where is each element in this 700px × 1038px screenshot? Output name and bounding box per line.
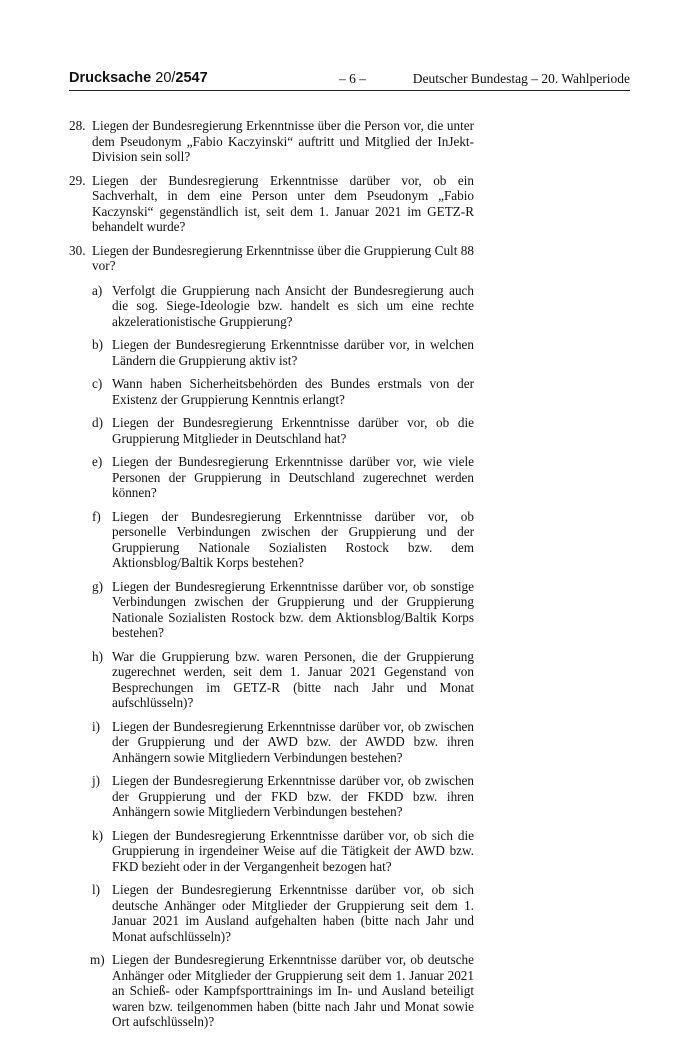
subquestion-k	[69, 828, 474, 875]
subquestion-label: l)	[92, 882, 101, 897]
question-28	[69, 118, 474, 165]
page-number: – 6 –	[339, 71, 366, 86]
subquestion-label: e)	[92, 454, 103, 469]
subquestion-label: c)	[92, 376, 103, 391]
subquestion-text: Liegen der Bundesregierung Erkenntnisse darüber vor, ob personelle Verbindungen zwischen der Gruppierung und der Gruppierung Nationale Sozialisten Rostock bzw. dem Aktionsblog/Baltik Korps bestehen?	[112, 508, 474, 570]
document-number	[69, 70, 208, 86]
subquestion-label: d)	[92, 415, 103, 430]
subquestion-label: k)	[92, 827, 103, 843]
subquestion-b	[69, 337, 474, 368]
subquestion-label: m)	[90, 952, 105, 967]
subquestion-a	[69, 283, 474, 330]
subquestion-d	[69, 415, 474, 446]
subquestion-j	[69, 773, 474, 820]
page-header	[69, 70, 630, 91]
subquestion-label: j)	[92, 773, 101, 788]
subquestion-list	[69, 283, 474, 1030]
document-body	[69, 118, 474, 1038]
question-text: Liegen der Bundesregierung Erkenntnisse über die Person vor, die unter dem Pseudonym „Fabio Kaczyinski“ auftritt und Mitglied der InJekt-Division sein soll?	[92, 118, 474, 164]
doc-number-prefix: 20/	[155, 70, 176, 86]
subquestion-m	[69, 952, 474, 1030]
subquestion-label: f)	[92, 508, 101, 524]
subquestion-text: Liegen der Bundesregierung Erkenntnisse darüber vor, ob die Gruppierung Mitglieder in Deutschland hat?	[112, 415, 474, 446]
subquestion-label: g)	[92, 578, 103, 594]
question-number: 29.	[69, 172, 86, 188]
subquestion-text: Liegen der Bundesregierung Erkenntnisse darüber vor, ob sonstige Verbindungen zwischen der Gruppierung und der Gruppierung Nationale Sozialisten Rostock bzw. dem Aktionsblog/Baltik Korps bestehen?	[112, 578, 474, 640]
doc-number: 2547	[175, 70, 208, 86]
subquestion-text: War die Gruppierung bzw. waren Personen, die der Gruppierung zugerechnet werden, seit dem 1. Januar 2021 Gegenstand von Besprechungen im GETZ-R (bitte nach Jahr und Monat aufschlüsseln)?	[112, 648, 474, 710]
question-29	[69, 173, 474, 235]
subquestion-text: Wann haben Sicherheitsbehörden des Bundes erstmals von der Existenz der Gruppierung Kenntnis erlangt?	[112, 376, 474, 407]
subquestion-label: a)	[92, 282, 103, 298]
subquestion-text: Liegen der Bundesregierung Erkenntnisse darüber vor, ob sich die Gruppierung in irgendeiner Weise auf die Tätigkeit der AWD bzw. FKD bezieht oder in der Vergangenheit bezogen hat?	[112, 827, 474, 874]
subquestion-text: Liegen der Bundesregierung Erkenntnisse darüber vor, ob zwischen der Gruppierung und der FKD bzw. der FKDD bzw. ihren Anhängern sowie Mitgliedern Verbindungen bestehen?	[112, 773, 474, 819]
subquestion-text: Verfolgt die Gruppierung nach Ansicht der Bundesregierung auch die sog. Siege-Ideologie bzw. handelt es sich um eine rechte akzelerationistische Gruppierung?	[112, 282, 474, 329]
subquestion-text: Liegen der Bundesregierung Erkenntnisse darüber vor, in welchen Ländern die Gruppierung aktiv ist?	[112, 337, 474, 368]
question-30	[69, 243, 474, 274]
question-number: 28.	[69, 118, 86, 133]
doc-label: Drucksache	[69, 70, 152, 86]
subquestion-label: h)	[92, 648, 103, 664]
subquestion-text: Liegen der Bundesregierung Erkenntnisse darüber vor, ob zwischen der Gruppierung und der AWD bzw. der AWDD bzw. ihren Anhängern sowie Mitgliedern Verbindungen bestehen?	[112, 718, 474, 765]
subquestion-e	[69, 454, 474, 501]
subquestion-text: Liegen der Bundesregierung Erkenntnisse darüber vor, ob sich deutsche Anhänger oder Mitglieder der Gruppierung seit dem 1. Januar 2021 im Ausland aufgehalten haben (bitte nach Jahr und Monat aufschlüsseln)?	[112, 882, 474, 944]
subquestion-l	[69, 882, 474, 944]
question-text: Liegen der Bundesregierung Erkenntnisse darüber vor, ob ein Sachverhalt, in dem eine Person unter dem Pseudonym „Fabio Kaczynski“ gegenständlich ist, seit dem 1. Januar 2021 im GETZ-R behandelt wurde?	[92, 172, 474, 234]
question-text: Liegen der Bundesregierung Erkenntnisse über die Gruppierung Cult 88 vor?	[92, 242, 474, 273]
subquestion-label: i)	[92, 718, 101, 734]
subquestion-text: Liegen der Bundesregierung Erkenntnisse darüber vor, ob deutsche Anhänger oder Mitglieder der Gruppierung seit dem 1. Januar 2021 an Schieß- oder Kampfsporttrainings im In- und Ausland beteiligt waren bzw. teilgenommen haben (bitte nach Jahr und Monat sowie Ort aufschlüsseln)?	[112, 952, 474, 1029]
subquestion-text: Liegen der Bundesregierung Erkenntnisse darüber vor, wie viele Personen der Gruppierung in Deutschland zugerechnet werden können?	[112, 454, 474, 500]
parliament-period: Deutscher Bundestag – 20. Wahlperiode	[412, 71, 630, 86]
question-number: 30.	[69, 242, 86, 258]
subquestion-i	[69, 719, 474, 766]
subquestion-c	[69, 376, 474, 407]
subquestion-label: b)	[92, 337, 103, 352]
subquestion-g	[69, 579, 474, 641]
subquestion-f	[69, 509, 474, 571]
subquestion-h	[69, 649, 474, 711]
